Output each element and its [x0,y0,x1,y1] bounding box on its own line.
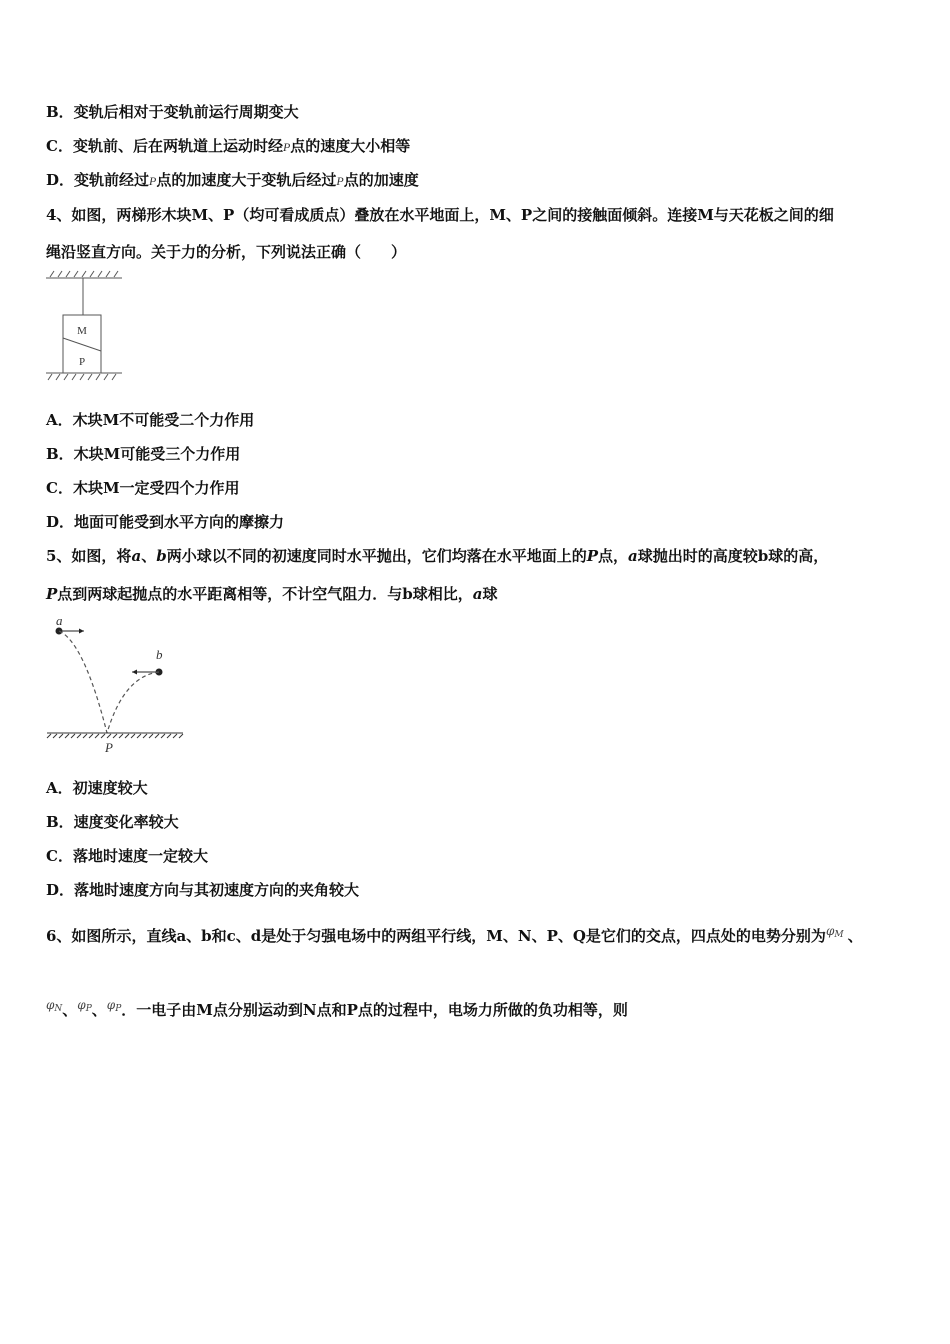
q5-option-d: D．落地时速度方向与其初速度方向的夹角较大 [46,881,360,899]
fig-label-a: a [56,613,63,628]
q5-option-c: C．落地时速度一定较大 [46,847,208,865]
trajectory-b [107,672,159,733]
ceiling-hatch [46,271,122,278]
q4-option-d: D．地面可能受到水平方向的摩擦力 [46,513,285,531]
q4-option-b: B．木块M可能受三个力作用 [46,445,241,463]
q6-stem-line1: 6、如图所示，直线a、b和c、d是处于匀强电场中的两组平行线，M、N、P、Q是它们的交点，四点处的电势分别为$^{\varphi_M}$ 、 [46,924,863,945]
q3-option-b: B．变轨后相对于变轨前运行周期变大 [46,103,299,121]
q6-stem-line2: $^{\varphi_N}$、$^{\varphi_P}$、$^{\varphi_P}$．一电子由M点分别运动到N点和P点的过程中，电场力所做的负功相等，则 [46,998,628,1019]
ground-hatch [46,373,122,380]
q4-figure [44,268,128,384]
q3-option-d: D．变轨前经过P点的加速度大于变轨后经过P点的加速度 [46,171,419,189]
q5-stem-line2: P点到两球起抛点的水平距离相等，不计空气阻力．与b球相比，a球 [46,585,498,603]
fig-label-m: M [77,325,87,337]
q4-stem-line1: 4、如图，两梯形木块M、P（均可看成质点）叠放在水平地面上，M、P之间的接触面倾斜。连接M与天花板之间的细 [46,206,834,224]
trajectory-a [59,631,107,733]
incline-interface [63,338,101,351]
q4-option-a: A．木块M不可能受二个力作用 [46,411,255,429]
ground-hatch [47,733,183,738]
fig-label-p: P [78,356,86,368]
q4-option-c: C．木块M一定受四个力作用 [46,479,240,497]
q5-option-a: A．初速度较大 [46,779,148,797]
q5-stem-line1: 5、如图，将a、b两小球以不同的初速度同时水平抛出，它们均落在水平地面上的P点，a球抛出时的高度较b球的高， [46,547,829,565]
q5-figure [44,612,186,758]
fig-label-b: b [156,647,163,662]
q4-stem-line2: 绳沿竖直方向。关于力的分析，下列说法正确（ ） [46,243,407,261]
fig-label-p: P [105,740,113,755]
q5-option-b: B．速度变化率较大 [46,813,179,831]
q3-option-c: C．变轨前、后在两轨道上运动时经P点的速度大小相等 [46,137,411,155]
